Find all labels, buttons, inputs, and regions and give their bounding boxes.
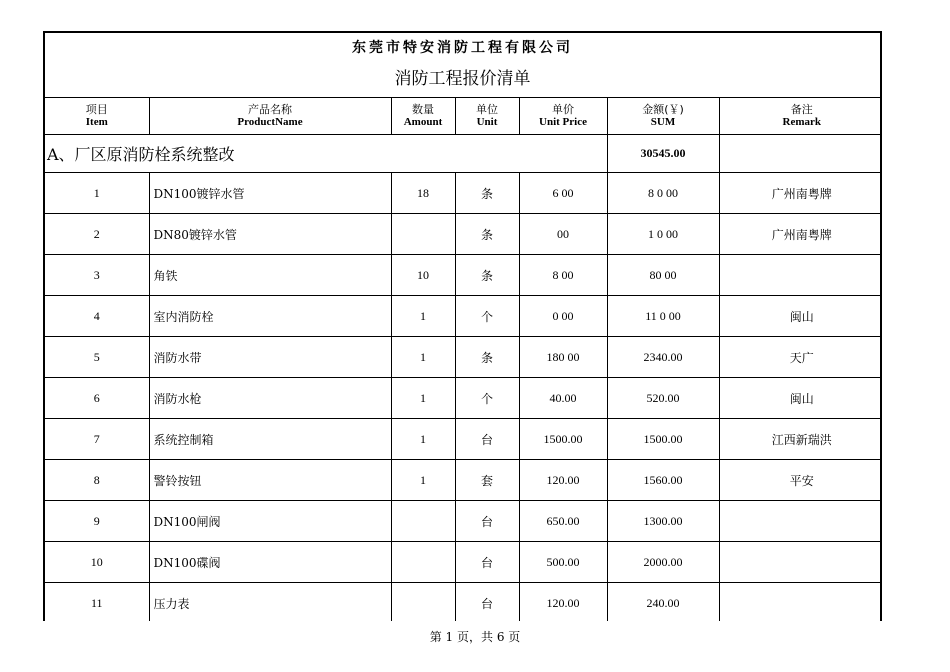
cell-amount xyxy=(391,214,455,255)
cell-unit: 条 xyxy=(455,173,519,214)
column-header-product-name: 产品名称 ProductName xyxy=(149,98,391,135)
cell-remark: 闽山 xyxy=(719,378,882,419)
cell-unit: 台 xyxy=(455,583,519,622)
cell-sum: 1500.00 xyxy=(607,419,719,460)
cell-item: 4 xyxy=(45,296,149,337)
cell-amount: 1 xyxy=(391,337,455,378)
cell-unit-price: 500.00 xyxy=(519,542,607,583)
cell-unit-price: 120.00 xyxy=(519,583,607,622)
cell-product-name: 警铃按钮 xyxy=(149,460,391,501)
table-row xyxy=(45,378,882,419)
table-row xyxy=(45,460,882,501)
cell-remark xyxy=(719,583,882,622)
quote-sheet xyxy=(43,31,882,621)
cell-sum: 240.00 xyxy=(607,583,719,622)
cell-remark: 江西新瑞洪 xyxy=(719,419,882,460)
cell-item: 8 xyxy=(45,460,149,501)
cell-product-name: DN100镀锌水管 xyxy=(149,173,391,214)
table-row xyxy=(45,173,882,214)
cell-unit: 条 xyxy=(455,337,519,378)
section-remark xyxy=(719,135,882,173)
cell-product-name: 室内消防栓 xyxy=(149,296,391,337)
column-header-remark: 备注 Remark xyxy=(719,98,882,135)
cell-remark: 平安 xyxy=(719,460,882,501)
cell-unit-price: 6 00 xyxy=(519,173,607,214)
table-row xyxy=(45,214,882,255)
table-row xyxy=(45,255,882,296)
cell-amount: 1 xyxy=(391,419,455,460)
table-row xyxy=(45,296,882,337)
cell-unit: 台 xyxy=(455,542,519,583)
cell-unit: 套 xyxy=(455,460,519,501)
section-label: A、厂区原消防栓系统整改 xyxy=(45,135,607,173)
cell-amount: 1 xyxy=(391,296,455,337)
cell-item: 3 xyxy=(45,255,149,296)
cell-product-name: DN100碟阀 xyxy=(149,542,391,583)
table-row xyxy=(45,583,882,622)
column-header-unit-price: 单价 Unit Price xyxy=(519,98,607,135)
cell-amount: 10 xyxy=(391,255,455,296)
table-row xyxy=(45,542,882,583)
table-row xyxy=(45,419,882,460)
cell-unit-price: 40.00 xyxy=(519,378,607,419)
column-header-item: 项目 Item xyxy=(45,98,149,135)
cell-remark xyxy=(719,501,882,542)
cell-unit-price: 0 00 xyxy=(519,296,607,337)
cell-unit-price: 180 00 xyxy=(519,337,607,378)
cell-amount: 1 xyxy=(391,378,455,419)
cell-remark: 闽山 xyxy=(719,296,882,337)
section-row xyxy=(45,135,882,173)
cell-remark: 天广 xyxy=(719,337,882,378)
section-total: 30545.00 xyxy=(607,135,719,173)
cell-sum: 2000.00 xyxy=(607,542,719,583)
cell-unit: 台 xyxy=(455,501,519,542)
column-header-amount: 数量 Amount xyxy=(391,98,455,135)
cell-item: 7 xyxy=(45,419,149,460)
cell-sum: 11 0 00 xyxy=(607,296,719,337)
cell-sum: 520.00 xyxy=(607,378,719,419)
column-header-sum: 金额(￥) SUM xyxy=(607,98,719,135)
cell-remark: 广州南粤牌 xyxy=(719,173,882,214)
quote-table xyxy=(45,97,882,621)
cell-unit-price: 120.00 xyxy=(519,460,607,501)
document-title: 消防工程报价清单 xyxy=(394,69,531,89)
cell-remark xyxy=(719,542,882,583)
column-header-unit: 单位 Unit xyxy=(455,98,519,135)
cell-unit-price: 1500.00 xyxy=(519,419,607,460)
cell-product-name: 消防水带 xyxy=(149,337,391,378)
cell-item: 6 xyxy=(45,378,149,419)
table-row xyxy=(45,337,882,378)
cell-amount xyxy=(391,542,455,583)
page-footer: 第 1 页，共 6 页 xyxy=(429,630,521,644)
cell-product-name: DN80镀锌水管 xyxy=(149,214,391,255)
cell-item: 5 xyxy=(45,337,149,378)
cell-sum: 2340.00 xyxy=(607,337,719,378)
item-rows xyxy=(45,173,882,622)
cell-unit-price: 00 xyxy=(519,214,607,255)
cell-remark xyxy=(719,255,882,296)
cell-sum: 1300.00 xyxy=(607,501,719,542)
cell-unit: 个 xyxy=(455,296,519,337)
cell-sum: 8 0 00 xyxy=(607,173,719,214)
cell-unit: 个 xyxy=(455,378,519,419)
cell-sum: 1560.00 xyxy=(607,460,719,501)
cell-item: 11 xyxy=(45,583,149,622)
cell-sum: 80 00 xyxy=(607,255,719,296)
cell-amount: 1 xyxy=(391,460,455,501)
company-name: 东莞市特安消防工程有限公司 xyxy=(352,40,573,56)
cell-product-name: DN100闸阀 xyxy=(149,501,391,542)
cell-item: 1 xyxy=(45,173,149,214)
cell-amount xyxy=(391,583,455,622)
cell-unit: 台 xyxy=(455,419,519,460)
cell-unit-price: 8 00 xyxy=(519,255,607,296)
cell-unit: 条 xyxy=(455,214,519,255)
cell-item: 2 xyxy=(45,214,149,255)
cell-unit-price: 650.00 xyxy=(519,501,607,542)
table-header xyxy=(45,98,882,135)
cell-item: 10 xyxy=(45,542,149,583)
cell-remark: 广州南粤牌 xyxy=(719,214,882,255)
cell-amount xyxy=(391,501,455,542)
cell-product-name: 角铁 xyxy=(149,255,391,296)
cell-sum: 1 0 00 xyxy=(607,214,719,255)
cell-product-name: 压力表 xyxy=(149,583,391,622)
cell-item: 9 xyxy=(45,501,149,542)
cell-product-name: 系统控制箱 xyxy=(149,419,391,460)
cell-product-name: 消防水枪 xyxy=(149,378,391,419)
table-row xyxy=(45,501,882,542)
cell-amount: 18 xyxy=(391,173,455,214)
cell-unit: 条 xyxy=(455,255,519,296)
